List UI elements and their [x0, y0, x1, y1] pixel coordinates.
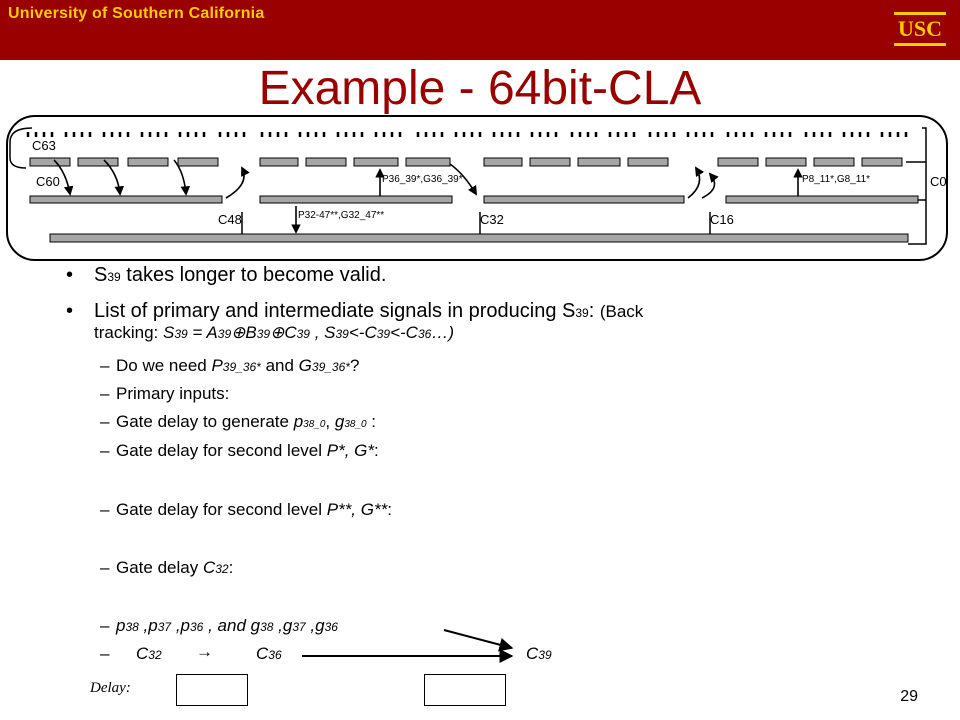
- label-p36-39: P36_39*,G36_39*: [382, 174, 463, 185]
- university-name: University of Southern California: [8, 5, 265, 22]
- label-p32-47: P32-47**,G32_47**: [298, 210, 385, 221]
- page-number: 29: [900, 688, 918, 705]
- delay-box-2: [424, 674, 506, 706]
- sub-item-primary-inputs: Primary inputs:: [116, 384, 230, 403]
- sub-item-carry-chain-c36: C36: [256, 644, 282, 663]
- label-c32: C32: [480, 212, 504, 227]
- g-to-c39-arrow: [444, 630, 512, 648]
- bullet-2-tracking: tracking: S39 = A39⊕B39⊕C39 , S39<-C39<-C36…): [94, 323, 454, 342]
- sub-item-second-level-p-star: Gate delay for second level P*, G*:: [116, 441, 379, 460]
- delay-label: Delay:: [90, 680, 131, 696]
- sub-item-gate-delay-p-g: Gate delay to generate p38_0, g38_0 :: [116, 412, 377, 431]
- sub-item-carry-chain-c32: C32: [136, 644, 162, 663]
- label-c63: C63: [32, 138, 56, 153]
- delay-box-1: [176, 674, 248, 706]
- label-c48: C48: [218, 212, 242, 227]
- slide-content: • S39 takes longer to become valid. • List of primary and intermediate signals in producing S39: (Back tracking: S39 = A39⊕B39⊕C39 , S39<-C39<-C36…) – Do we need P39_36* and G39_36*? – Primary inputs: – Gate delay to generate p38_0, g38_0 : – Gate delay for second level P*, G*: – Gate delay for second level P**, G**: – Gate delay C32: – p38 ,p37 ,p36 , and g38 ,g37 ,g36 – C32 → C36 C39: [0, 0, 960, 720]
- sub-item-need-p-g: Do we need P39_36* and G39_36*?: [116, 356, 360, 375]
- sub-item-p-g-list: p38 ,p37 ,p36 , and g38 ,g37 ,g36: [116, 616, 338, 635]
- sub-item-gate-delay-c32: Gate delay C32:: [116, 558, 234, 577]
- slide-title: Example - 64bit-CLA: [258, 62, 702, 115]
- label-c60: C60: [36, 174, 60, 189]
- bullet-2: List of primary and intermediate signals in producing S39: (Back: [94, 300, 644, 322]
- usc-logo: USC: [894, 12, 946, 46]
- label-p8-11: P8_11*,G8_11*: [802, 174, 871, 185]
- label-c0: C0: [930, 174, 947, 189]
- sub-item-carry-chain-c39: C39: [526, 644, 552, 663]
- bullet-1: S39 takes longer to become valid.: [94, 264, 387, 286]
- label-c16: C16: [710, 212, 734, 227]
- bullet-dot-1: •: [66, 264, 74, 286]
- sub-item-second-level-p-star-star: Gate delay for second level P**, G**:: [116, 500, 392, 519]
- bullet-dot-2: •: [66, 300, 74, 322]
- carry-chain-arrow: →: [196, 642, 213, 661]
